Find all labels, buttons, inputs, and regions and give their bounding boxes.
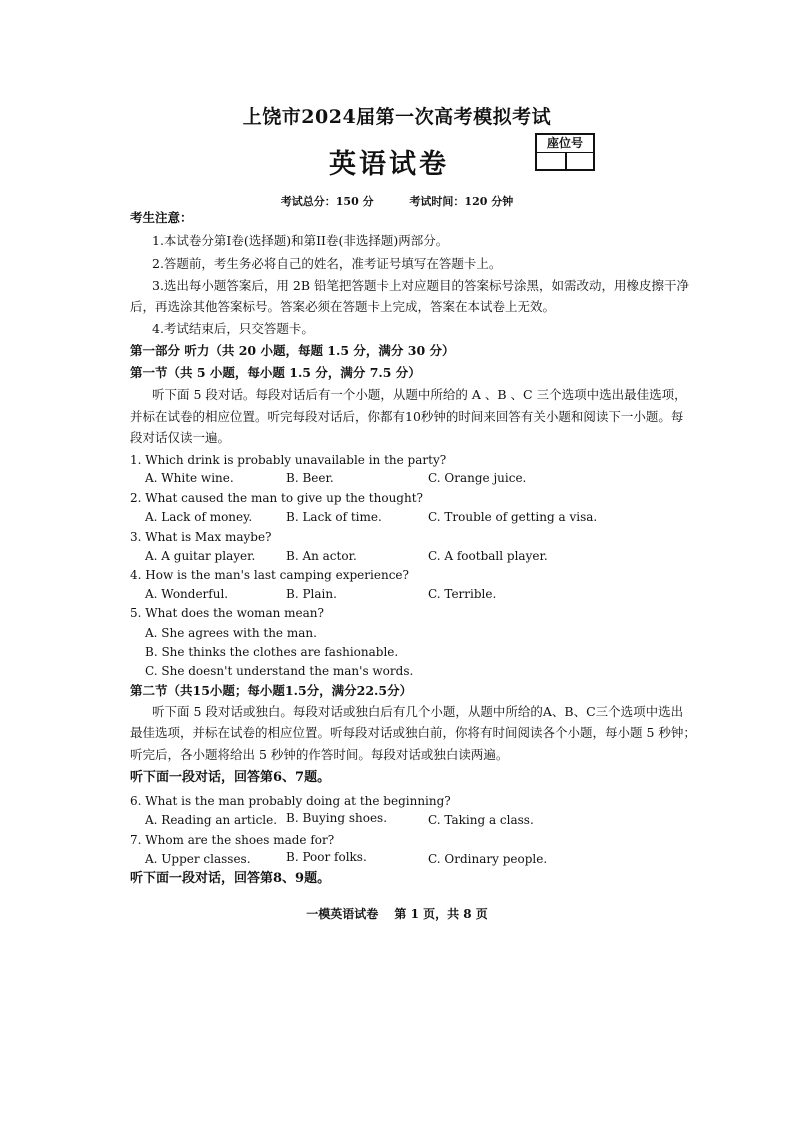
question-1: 1. Which drink is probably unavailable in the party? (130, 453, 447, 467)
notice-item-3: 3.选出每小题答案后，用 2B 铅笔把答题卡上对应题目的答案标号涂黑，如需改动，用橡皮擦干净 (152, 278, 690, 293)
section1-instruction-3: 段对话仅读一遍。 (130, 430, 231, 445)
q1-option-a: A. White wine. (145, 471, 234, 485)
q2-option-a: A. Lack of money. (145, 510, 253, 524)
q1-option-b: B. Beer. (286, 471, 334, 485)
q5-option-a: A. She agrees with the man. (145, 626, 317, 640)
q3-option-c: C. A football player. (428, 549, 548, 563)
seat-number-label: 座位号 (537, 135, 593, 153)
q4-option-b: B. Plain. (286, 587, 337, 601)
notice-item-2: 2.答题前，考生务必将自己的姓名，准考证号填写在答题卡上。 (152, 256, 502, 271)
q7-option-a: A. Upper classes. (145, 852, 251, 866)
footer-exam-name: 一模英语试卷 (306, 907, 379, 921)
q5-option-c: C. She doesn't understand the man's words. (145, 664, 414, 678)
dialogue-prompt-8-9: 听下面一段对话，回答第8、9题。 (130, 871, 331, 886)
exam-subtitle: 英语试卷 (329, 149, 449, 180)
q7-option-c: C. Ordinary people. (428, 852, 548, 866)
part1-heading: 第一部分 听力（共 20 小题，每题 1.5 分，满分 30 分） (130, 343, 455, 358)
notice-item-3-cont: 后，再选涂其他答案标号。答案必须在答题卡上完成，答案在本试卷上无效。 (130, 299, 556, 314)
exam-meta (0, 193, 794, 209)
section1-heading: 第一节（共 5 小题，每小题 1.5 分，满分 7.5 分） (130, 365, 421, 380)
page-footer (0, 905, 794, 922)
section1-instruction-1: 听下面 5 段对话。每段对话后有一个小题，从题中所给的 A 、B 、C 三个选项中选出最佳选项， (152, 387, 687, 402)
notice-item-1: 1.本试卷分第I卷(选择题)和第II卷(非选择题)两部分。 (152, 233, 449, 248)
question-6: 6. What is the man probably doing at the beginning? (130, 794, 451, 808)
q4-option-c: C. Terrible. (428, 587, 497, 601)
q5-option-b: B. She thinks the clothes are fashionable. (145, 645, 399, 659)
section2-heading: 第二节（共15小题；每小题1.5分，满分22.5分） (130, 683, 413, 698)
total-score: 考试总分：150 分 (280, 195, 374, 208)
q3-option-b: B. An actor. (286, 549, 357, 563)
q6-option-c: C. Taking a class. (428, 813, 534, 827)
q4-option-a: A. Wonderful. (145, 587, 229, 601)
section2-instruction-1: 听下面 5 段对话或独白。每段对话或独白后有几个小题，从题中所给的A、B、C三个选项中选出 (152, 704, 684, 719)
section2-instruction-3: 听完后，各小题将给出 5 秒钟的作答时间。每段对话或独白读两遍。 (130, 747, 509, 762)
q1-option-c: C. Orange juice. (428, 471, 527, 485)
notice-heading: 考生注意： (130, 210, 193, 225)
q6-option-a: A. Reading an article. (145, 813, 278, 827)
exam-title: 上饶市2024届第一次高考模拟考试 (242, 106, 552, 128)
question-4: 4. How is the man's last camping experience? (130, 568, 409, 582)
seat-number-box (535, 133, 595, 171)
footer-page-number: 第 1 页，共 8 页 (394, 907, 488, 921)
question-3: 3. What is Max maybe? (130, 530, 272, 544)
q3-option-a: A. A guitar player. (145, 549, 256, 563)
dialogue-prompt-6-7: 听下面一段对话，回答第6、7题。 (130, 770, 331, 785)
question-5: 5. What does the woman mean? (130, 606, 324, 620)
q7-option-b: B. Poor folks. (286, 850, 367, 864)
section2-instruction-2: 最佳选项，并标在试卷的相应位置。听每段对话或独白前，你将有时间阅读各个小题，每小题 5 秒钟； (130, 725, 696, 740)
question-7: 7. Whom are the shoes made for? (130, 833, 335, 847)
seat-cell-divider (565, 153, 567, 170)
section1-instruction-2: 并标在试卷的相应位置。听完每段对话后，你都有10秒钟的时间来回答有关小题和阅读下一小题。每 (130, 409, 684, 424)
q2-option-b: B. Lack of time. (286, 510, 382, 524)
q2-option-c: C. Trouble of getting a visa. (428, 510, 598, 524)
q6-option-b: B. Buying shoes. (286, 811, 388, 825)
question-2: 2. What caused the man to give up the thought? (130, 491, 423, 505)
notice-item-4: 4.考试结束后，只交答题卡。 (152, 321, 314, 336)
exam-time: 考试时间：120 分钟 (409, 195, 514, 208)
